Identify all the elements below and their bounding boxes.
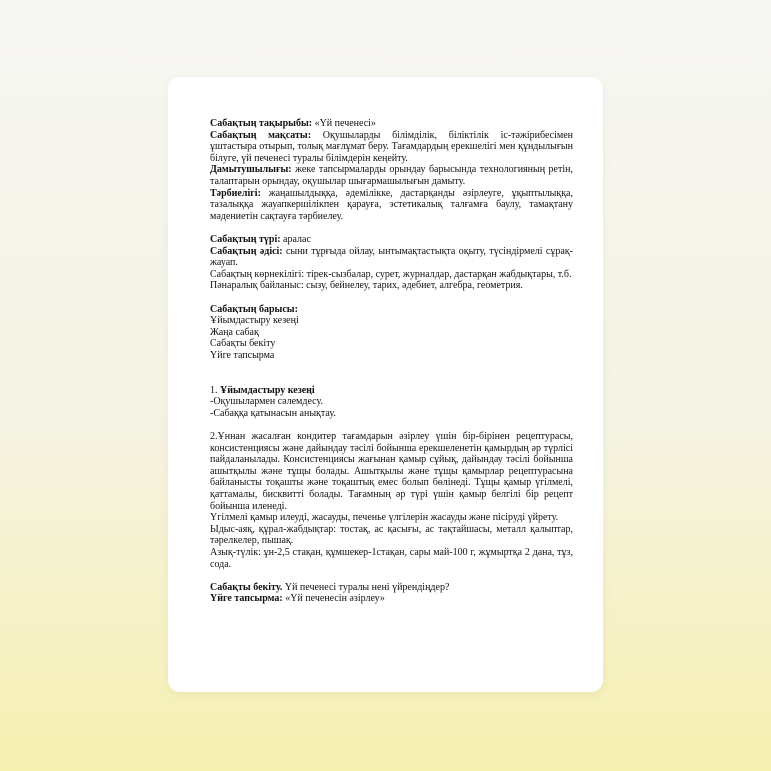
review-line xyxy=(210,582,573,594)
method-value: сыни тұрғыда ойлау, ынтымақтастықта оқыту, түсіндірмелі сұрақ-жауап. xyxy=(210,245,573,269)
lesson-type-value: аралас xyxy=(280,233,311,245)
dough-task-line: Үгілмелі қамыр илеуді, жасауды, печенье үлгілерін жасауды және пісіруді үйрету. xyxy=(210,512,559,524)
document-page xyxy=(168,77,603,692)
topic-value: «Үй печенесі» xyxy=(312,118,376,129)
lesson-plan-text xyxy=(210,118,573,605)
review-label: Сабақты бекіту. xyxy=(210,581,283,593)
development-value: жеке тапсырмаларды орындау барысында технологияның ретін, талаптарын орындау, оқушылар шығармашылығын дамыту. xyxy=(210,164,573,187)
section-1-title: Ұйымдастыру кезеңі xyxy=(220,384,315,396)
section-1-line: -Оқушылармен сәлемдесу. xyxy=(210,396,323,408)
section-1-number: 1. xyxy=(210,384,220,396)
homework-label: Үйге тапсырма: xyxy=(210,593,283,605)
goal-paragraph xyxy=(210,130,573,165)
visual-aids-paragraph: Сабақтың көрнекілігі: тірек-сызбалар, сурет, журналдар, дастарқан жабдықтары, т.б. xyxy=(210,268,572,280)
development-paragraph xyxy=(210,164,573,187)
process-step: Ұйымдастыру кезеңі xyxy=(210,315,299,327)
ingredients-paragraph: Азық-түлік: ұн-2,5 стақан, құмшекер-1стақан, сары май-100 г, жұмыртқа 2 дана, тұз, сода. xyxy=(210,546,573,570)
process-heading: Сабақтың барысы: xyxy=(210,303,298,315)
method-paragraph xyxy=(210,246,573,269)
education-value: жаңашылдыққа, әдемілікке, дастарқанды әзірлеуге, ұқыптылыққа, тазалыққа жауапкершілікпен қарауға, эстетикалық талғамға баулу, тамақтану мәдениетін сақтауға тәрбиелеу. xyxy=(210,187,573,222)
dough-paragraph: 2.Ұннан жасалған кондитер тағамдарын әзірлеу үшін бір-бірінен рецептурасы, консистенциясы және дайындау тәсілі бойынша ерекшеленетін қамырдың әр түрлісі пайдаланылады. Консистенциясы жағынан қамыр сұйық, дайындау тәсілі бойынша ашытқылы және тұщы болады. Ашытқылы және тұщы қамырлар рецептурасына байланысты тоқашты және тоқаштық емес болып бөлінеді. Тұщы қамыр үгілмелі, қаттамалы, бисквитті болады. Тағамның әр түрі үшін қамыр белгілі бір рецепт бойынша иленеді. xyxy=(210,431,573,512)
homework-value: «Үй печенесін әзірлеу» xyxy=(282,593,385,605)
lesson-type-label: Сабақтың түрі: xyxy=(210,233,281,245)
process-step: Сабақты бекіту xyxy=(210,338,276,350)
topic-label: Сабақтың тақырыбы: xyxy=(210,118,313,129)
development-label: Дамытушылығы: xyxy=(210,164,292,176)
tools-paragraph: Ыдыс-аяқ, құрал-жабдықтар: тостақ, ас қасығы, ас тақтайшасы, металл қалыптар, тәрелкелер, пышақ. xyxy=(210,523,573,547)
method-label: Сабақтың әдісі: xyxy=(210,245,283,257)
lesson-type-line xyxy=(210,234,573,246)
education-label: Тәрбиелігі: xyxy=(210,187,261,199)
education-paragraph xyxy=(210,188,573,223)
topic-line xyxy=(210,118,573,130)
homework-line xyxy=(210,593,573,605)
section-1-heading xyxy=(210,385,573,397)
section-1-line: -Сабаққа қатынасын анықтау. xyxy=(210,407,336,419)
process-step: Үйге тапсырма xyxy=(210,349,275,361)
goal-value: Оқушыларды білімділік, біліктілік іс-тәжірибесімен ұштастыра отырып, толық мағлұмат беру. Тағамдардың ерекшелігі мен құндылығын білуге, үй печенесі туралы білімдерін кеңейту. xyxy=(210,129,573,164)
interdisciplinary-line: Пәнаралық байланыс: сызу, бейнелеу, тарих, әдебиет, алгебра, геометрия. xyxy=(210,280,523,292)
review-value: Үй печенесі туралы нені үйрендіңдер? xyxy=(282,581,450,593)
process-step: Жаңа сабақ xyxy=(210,326,259,338)
goal-label: Сабақтың мақсаты: xyxy=(210,129,312,141)
